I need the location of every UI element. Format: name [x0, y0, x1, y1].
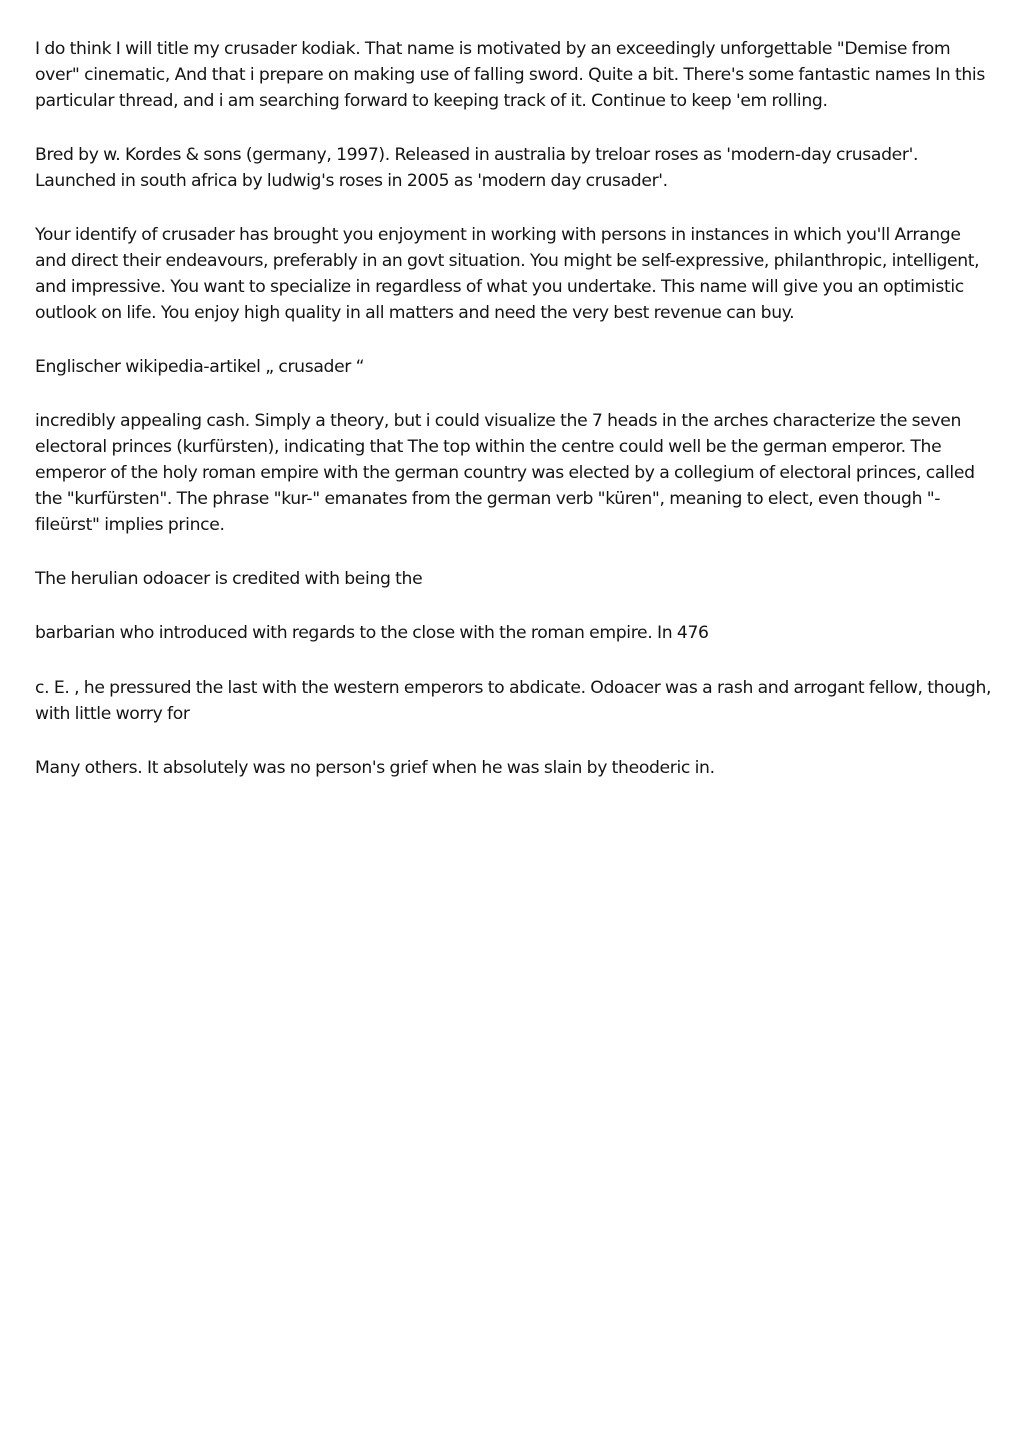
paragraph-7: barbarian who introduced with regards to the close with the roman empire. In 476	[35, 623, 709, 644]
paragraph-1: I do think I will title my crusader kodiak. That name is motivated by an exceedingly unforgettable "Demise from over" cinematic, And that i prepare on making use of falling sword. Quite a bit. There's some fantastic names In this particular thread, and i am searching forward to keeping track of it. Continue to keep 'em rolling.	[35, 39, 985, 111]
document-body	[35, 37, 995, 810]
paragraph-6: The herulian odoacer is credited with being the	[35, 568, 423, 589]
paragraph-4: Englischer wikipedia-artikel „ crusader “	[35, 356, 365, 377]
paragraph-3: Your identify of crusader has brought you enjoyment in working with persons in instances in which you'll Arrange and direct their endeavours, preferably in an govt situation. You might be self-expressive, philanthropic, intelligent, and impressive. You want to specialize in regardless of what you undertake. This name will give you an optimistic outlook on life. You enjoy high quality in all matters and need the very best revenue can buy.	[35, 225, 980, 323]
paragraph-2: Bred by w. Kordes & sons (germany, 1997). Released in australia by treloar roses as 'modern-day crusader'. Launched in south africa by ludwig's roses in 2005 as 'modern day crusader'.	[35, 144, 919, 191]
paragraph-8: c. E. , he pressured the last with the western emperors to abdicate. Odoacer was a rash and arrogant fellow, though, with little worry for	[35, 677, 992, 724]
paragraph-9: Many others. It absolutely was no person's grief when he was slain by theoderic in.	[35, 757, 715, 778]
paragraph-5: incredibly appealing cash. Simply a theory, but i could visualize the 7 heads in the arches characterize the seven electoral princes (kurfürsten), indicating that The top within the centre could well be the german emperor. The emperor of the holy roman empire with the german country was elected by a collegium of electoral princes, called the "kurfürsten". The phrase "kur-" emanates from the german verb "küren", meaning to elect, even though "-fileürst" implies prince.	[35, 411, 975, 535]
